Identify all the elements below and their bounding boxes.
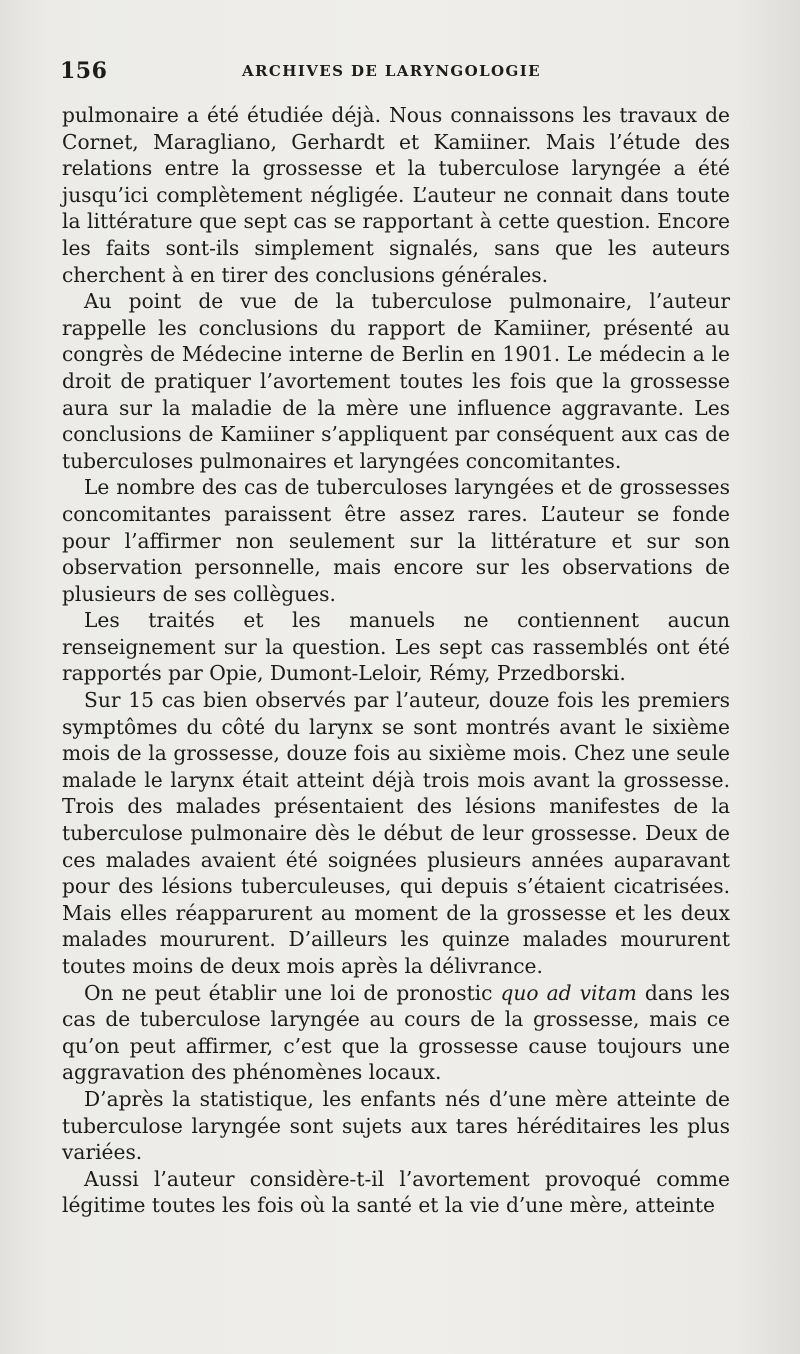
paragraph-text: Sur 15 cas bien observés par l’auteur, douze fois les premiers symptômes du côté du larynx se sont montrés avant le sixième mois de la grossesse, douze fois au sixième mois. Chez une seule malade le larynx était atteint déjà trois mois avant la grossesse. Trois des malades présentaient des lésions manifestes de la tuberculose pulmonaire dès le début de leur grossesse. Deux de ces malades avaient été soignées plusieurs années auparavant pour des lésions tuberculeuses, qui depuis s’étaient cicatrisées. Mais elles réapparurent au moment de la grossesse et les deux malades moururent. D’ailleurs les quinze malades moururent toutes moins de deux mois après la délivrance.: [62, 688, 730, 978]
body-text: [62, 102, 730, 1219]
paragraph-6: [62, 980, 730, 1086]
paragraph-8: [62, 1166, 730, 1219]
paragraph-text: Le nombre des cas de tuberculoses laryngées et de grossesses concomitantes paraissent être assez rares. L’auteur se fonde pour l’affirmer non seulement sur la littérature et sur son observation personnelle, mais encore sur les observations de plusieurs de ses collègues.: [62, 475, 730, 606]
paragraph-text: pulmonaire a été étudiée déjà. Nous connaissons les travaux de Cornet, Maragliano, Gerhardt et Kamiiner. Mais l’étude des relations entre la grossesse et la tuberculose laryngée a été jusqu’ici complètement négligée. L’auteur ne connait dans toute la littérature que sept cas se rapportant à cette question. Encore les faits sont-ils simplement signalés, sans que les auteurs cherchent à en tirer des conclusions générales.: [62, 103, 730, 287]
paragraph-1: [62, 102, 730, 288]
paragraph-4: [62, 607, 730, 687]
paragraph-5: [62, 687, 730, 980]
paragraph-2: [62, 288, 730, 474]
paragraph-text: Aussi l’auteur considère-t-il l’avortement provoqué comme légitime toutes les fois où la santé et la vie d’une mère, atteinte: [62, 1166, 730, 1218]
page-header: [60, 58, 728, 88]
paragraph-7: [62, 1086, 730, 1166]
paragraph-text: dans les cas de tuberculose laryngée au cours de la grossesse, mais ce qu’on peut affirmer, c’est que la grossesse cause toujours une aggravation des phénomènes locaux.: [62, 980, 730, 1085]
paragraph-text: On ne peut établir une loi de pronostic: [84, 980, 501, 1005]
paragraph-text: D’après la statistique, les enfants nés d’une mère atteinte de tuberculose laryngée sont sujets aux tares héréditaires les plus variées.: [62, 1086, 730, 1165]
paragraph-3: [62, 474, 730, 607]
paragraph-text: Les traités et les manuels ne contiennent aucun renseignement sur la question. Les sept cas rassemblés ont été rapportés par Opie, Dumont-Leloir, Rémy, Przedborski.: [62, 608, 730, 686]
page-number: 156: [60, 58, 108, 84]
running-title: ARCHIVES DE LARYNGOLOGIE: [242, 62, 541, 80]
italic-phrase: quo ad vitam: [500, 980, 637, 1005]
paragraph-text: Au point de vue de la tuberculose pulmonaire, l’auteur rappelle les conclusions du rapport de Kamiiner, présenté au congrès de Médecine interne de Berlin en 1901. Le médecin a le droit de pratiquer l’avortement toutes les fois que la grossesse aura sur la maladie de la mère une influence aggravante. Les conclusions de Kamiiner s’appliquent par conséquent aux cas de tuberculoses pulmonaires et laryngées concomitantes.: [62, 289, 730, 473]
